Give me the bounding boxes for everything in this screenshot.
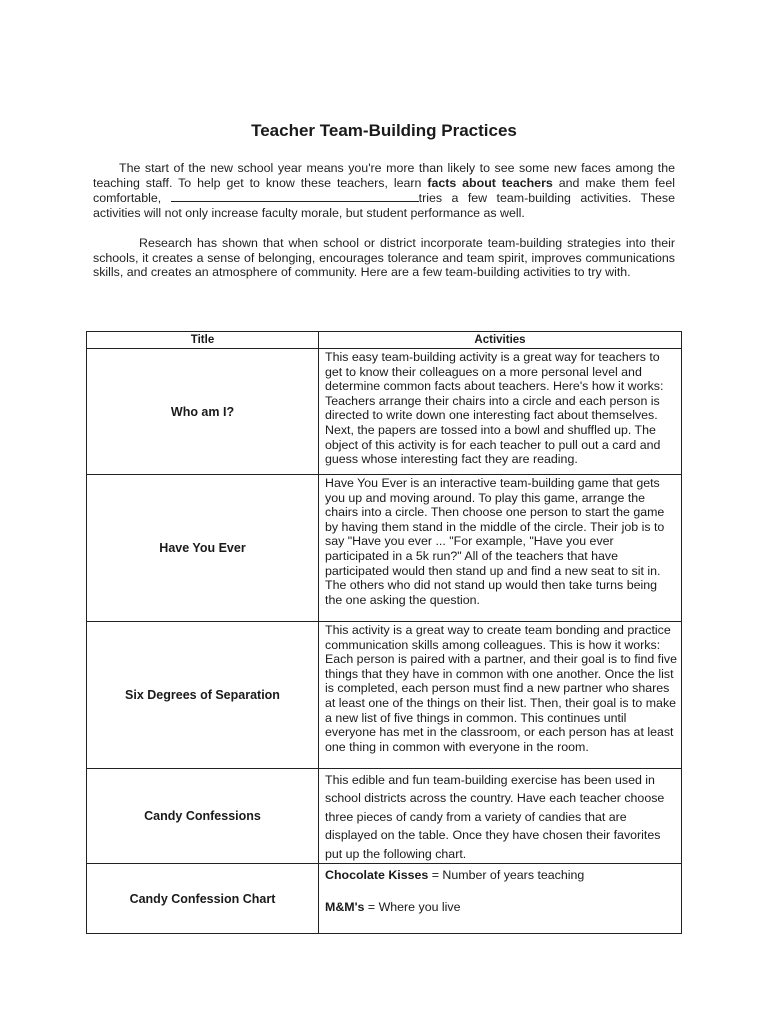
table-row	[87, 349, 682, 475]
header-activities: Activities	[319, 332, 682, 349]
intro-paragraph-1	[93, 161, 675, 220]
p1-facts-about-teachers: facts about teachers	[427, 175, 553, 190]
activity-description: This edible and fun team-building exercise has been used in school districts across the country. Have each teacher choose three pieces of candy from a variety of candies that are displayed on the table. Once they have chosen their favorites put up the following chart.	[319, 769, 682, 864]
activity-title: Who am I?	[87, 349, 319, 475]
p1-link-school-year: start of the new school year	[144, 161, 302, 175]
activities-table	[86, 331, 682, 934]
p2-text-2: into their schools, it creates a sense of belonging, encourages tolerance and team spirit, improves communications skills, and creates an atmosphere of community. Here are a few team-building activities to try with.	[93, 236, 675, 280]
p1-text-1: The	[119, 161, 141, 175]
fill-in-blank-line	[171, 190, 419, 202]
candy-separator: =	[364, 899, 379, 914]
table-row	[87, 864, 682, 934]
candy-chart-cell	[319, 864, 682, 934]
p1-text-3: and make them feel comfortable,	[93, 175, 675, 206]
activity-description: This easy team-building activity is a great way for teachers to get to know their colleagues on a more personal level and determine common facts about teachers. Here's how it works: Teachers arrange their chairs into a circle and each person is directed to write down one interesting fact about themselves. Next, the papers are tossed into a bowl and shuffled up. The object of this activity is for each teacher to pull out a card and guess whose interesting fact they are reading.	[319, 349, 682, 475]
activity-title: Have You Ever	[87, 475, 319, 622]
intro-paragraph-2	[93, 236, 675, 280]
p2-team-building-strategies: team-building strategies	[487, 236, 621, 250]
candy-name: Chocolate Kisses	[325, 868, 429, 883]
candy-separator: =	[428, 868, 443, 883]
candy-chart-line	[325, 868, 677, 883]
p1-text-2: means you're more than likely to see some new faces among the teaching staff. To help get to know these teachers, learn	[93, 161, 675, 190]
p1-text-4: tries a few team-building activities. These activities will not only increase faculty morale, but student performance as well.	[93, 191, 675, 220]
activity-title: Six Degrees of Separation	[87, 622, 319, 769]
candy-meaning: Number of years teaching	[442, 868, 585, 883]
activity-title: Candy Confession Chart	[87, 864, 319, 934]
table-row	[87, 769, 682, 864]
document-title: Teacher Team-Building Practices	[251, 121, 517, 140]
activity-description: Have You Ever is an interactive team-building game that gets you up and moving around. To play this game, arrange the chairs into a circle. Then choose one person to start the game by having them stand in the middle of the circle. Their job is to say "Have you ever ... "For example, "Have you ever participated in a 5k run?" All of the teachers that have participated would then stand up and find a new seat to sit in. The others who did not stand up would then take turns being the one asking the question.	[319, 475, 682, 622]
p2-text-1: Research has shown that when school or district incorporate	[139, 236, 488, 250]
activity-description: This activity is a great way to create team bonding and practice communication skills among colleagues. This is how it works: Each person is paired with a partner, and their goal is to find five things that they have in common with one another. Once the list is completed, each person must find a new partner who shares at least one of the things on their list. Then, their goal is to make a new list of five things in common. This continues until everyone has met in the classroom, or each person has at least one thing in common with everyone in the room.	[319, 622, 682, 769]
table-header-row	[87, 332, 682, 349]
activity-title: Candy Confessions	[87, 769, 319, 864]
candy-name: M&M's	[325, 899, 365, 914]
table-row	[87, 622, 682, 769]
candy-meaning: Where you live	[378, 899, 461, 914]
table-row	[87, 475, 682, 622]
candy-chart-line	[325, 900, 677, 915]
header-title: Title	[87, 332, 319, 349]
